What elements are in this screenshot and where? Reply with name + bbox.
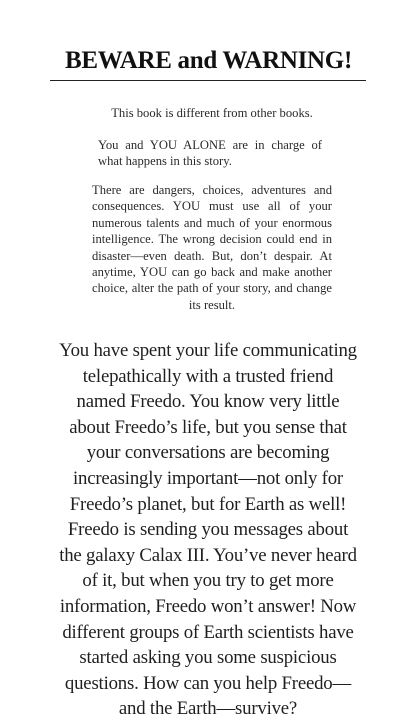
dangers-paragraph: There are dangers, choices, adventures and consequences. YOU must use all of your numerous talents and much of your enormous intelligence. The wrong decision could end in disaster—even death. But, don’t despair. At anytime, YOU can go back and make another choice, alter the path of your story, and change its result. xyxy=(92,183,332,312)
alone-paragraph: You and YOU ALONE are in charge of what happens in this story. xyxy=(98,138,322,169)
page-heading: BEWARE and WARNING! xyxy=(65,47,352,74)
heading-underline xyxy=(50,80,366,81)
intro-paragraph: This book is different from other books. xyxy=(111,106,313,120)
story-paragraph: You have spent your life communicating telepathically with a trusted friend named Freedo. You know very little about Freedo’s life, but you sense that your conversations are becoming increasingly important—not only for Freedo’s planet, but for Earth as well! Freedo is sending you messages about the galaxy Calax III. You’ve never heard of it, but when you try to get more information, Freedo won’t answer! Now different groups of Earth scientists have started asking you some suspicious questions. How can you help Freedo—and the Earth—survive? xyxy=(59,340,357,720)
